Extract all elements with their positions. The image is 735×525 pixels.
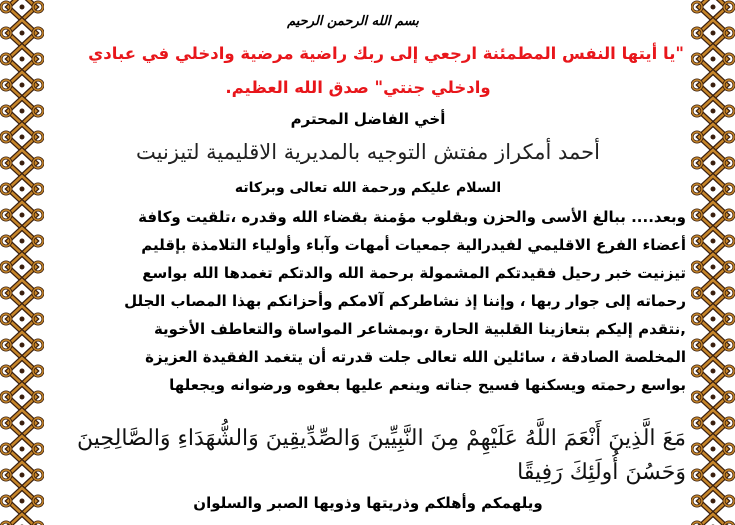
body-line-5: ,نتقدم إليكم بتعازينا القلبية الحارة ،وبمشاعر المواساة والتعاطف الأخوية — [153, 320, 686, 338]
letter-address: أخي الفاضل المحترم — [290, 110, 446, 128]
knot-center — [20, 213, 25, 218]
letter-recipient: أحمد أمكراز مفتش التوجيه بالمديرية الاقليمية لتيزنيت — [136, 140, 600, 164]
knot-center — [711, 499, 716, 504]
knot-center — [20, 447, 25, 452]
knot-center — [711, 57, 716, 62]
knot-center — [711, 369, 716, 374]
knot-center — [711, 135, 716, 140]
knot-center — [20, 473, 25, 478]
body-line-3: تيزنيت خبر رحيل فقيدتكم المشمولة برحمة الله والدتكم تغمدها الله بواسع — [142, 264, 686, 282]
letter-salutation: السلام عليكم ورحمة الله تعالى وبركاته — [234, 180, 502, 196]
knot-link-highlight — [699, 514, 727, 525]
quran-quote-line-2: وَحَسُنَ أُولَئِكَ رَفِيقًا — [517, 460, 686, 485]
body-line-1: وبعد.... ببالغ الأسى والحزن وبقلوب مؤمنة بقضاء الله وقدره ،تلقيت وكافة — [138, 208, 686, 226]
knot-center — [711, 473, 716, 478]
basmala: بسم الله الرحمن الرحيم — [287, 14, 419, 29]
knot-center — [20, 135, 25, 140]
knot-center — [711, 187, 716, 192]
knot-center — [20, 187, 25, 192]
knot-center — [711, 31, 716, 36]
knot-center — [711, 239, 716, 244]
knot-center — [20, 31, 25, 36]
knot-center — [20, 369, 25, 374]
knot-center — [711, 421, 716, 426]
knot-center — [711, 265, 716, 270]
knot-center — [711, 343, 716, 348]
body-line-6: المخلصة الصادقة ، سائلين الله تعالى جلت قدرته أن يتغمد الفقيدة العزيزة — [145, 348, 686, 366]
knot-center — [20, 421, 25, 426]
knot-center — [20, 239, 25, 244]
knot-center — [711, 109, 716, 114]
knot-center — [20, 109, 25, 114]
knot-center — [20, 57, 25, 62]
knot-center — [711, 447, 716, 452]
knot-center — [711, 291, 716, 296]
knot-center — [711, 5, 716, 10]
quran-verse-line-1: "يا أيتها النفس المطمئنة ارجعي إلى ربك راضية مرضية وادخلي في عبادي — [88, 44, 684, 63]
knot-center — [20, 395, 25, 400]
knot-center — [20, 265, 25, 270]
knotwork-border-left — [0, 0, 44, 525]
quran-verse-line-2: وادخلي جنتي" صدق الله العظيم. — [225, 78, 491, 97]
knot-center — [711, 161, 716, 166]
knot-center — [711, 395, 716, 400]
knotwork-border-right — [691, 0, 735, 525]
knot-center — [20, 5, 25, 10]
knot-center — [20, 83, 25, 88]
body-line-7: بواسع رحمته ويسكنها فسيح جناته وينعم عليها بعفوه ورضوانه ويجعلها — [169, 376, 686, 394]
body-line-2: أعضاء الفرع الاقليمي لفيدرالية جمعيات أمهات وآباء وأولياء التلامذة بإقليم — [141, 236, 686, 254]
letter-content — [50, 0, 686, 525]
knot-center — [711, 83, 716, 88]
knot-center — [711, 213, 716, 218]
knot-center — [20, 291, 25, 296]
quran-quote-line-1: مَعَ الَّذِينَ أَنْعَمَ اللَّهُ عَلَيْهِمْ مِنَ النَّبِيِّينَ وَالصِّدِّيقِينَ وَالشُّهَدَاءِ وَالصَّالِحِينَ — [77, 426, 686, 451]
knot-center — [20, 161, 25, 166]
knot-center — [711, 317, 716, 322]
body-line-4: رحماته إلى جوار ربها ، وإننا إذ نشاطركم آلامكم وأحزانكم بهذا المصاب الجلل — [124, 292, 686, 310]
knot-center — [20, 317, 25, 322]
knot-link-highlight — [8, 514, 36, 525]
knot-center — [20, 499, 25, 504]
knot-center — [20, 343, 25, 348]
letter-closing: ويلهمكم وأهلكم وذريتها وذويها الصبر والسلوان — [193, 494, 543, 512]
